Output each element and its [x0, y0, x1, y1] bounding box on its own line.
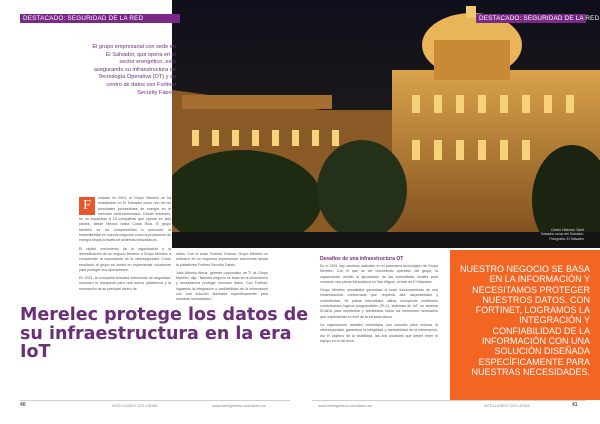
dropcap: F [79, 197, 95, 215]
body-paragraph: El rápido crecimiento de la organización y la diversificación de su negocio llevaron a Grupo Merelec a comprender la importancia de la ciberseguridad. Como resultado, el grupo se centró en implementar soluciones para proteger sus operaciones. [79, 246, 171, 272]
footer-url-left[interactable]: www.intelligentcio.com/latam-es [212, 404, 266, 408]
footer-rule-right [312, 400, 586, 401]
article-headline: Merelec protege los datos de su infraestructura en la era IoT [20, 305, 309, 362]
footer-url-right[interactable]: www.intelligentcio.com/latam-es [318, 404, 372, 408]
section-tag-right: DESTACADO: SEGURIDAD DE LA RED [476, 14, 586, 23]
city-hall-night-photo [172, 0, 600, 248]
body-paragraph: datos. Con el socio Fortinet, Kronos, Grupo Merelec se embarcó en su esquema implementar soluciones desde la plataforma Fortinet Security Fabric. [176, 252, 268, 267]
body-paragraph: La organización también necesitaba una solución para mejorar la ciberseguridad, garantizar la integridad y confiabilidad de la información. Así el objetivo de la visibilidad, las dos unidades que deben tener el equipo en el del área. [320, 322, 438, 343]
pull-quote-text: NUESTRO NEGOCIO SE BASA EN LA INFORMACIÓN Y NECESITAMOS PROTEGER NUESTROS DATOS. CON FORTINET, LOGRAMOS LA INTEGRACIÓN Y CONFIABILIDAD DE LA INFORMACIÓN CON UNA SOLUCIÓN DISEÑADA ESPECÍFICAMENTE PARA NUESTRAS NECESIDADES. [459, 264, 590, 377]
footer-rule-left [20, 400, 290, 401]
body-paragraph: En el 2021 hay cambios radicales en el panorama tecnológico de Grupo Merelec. Con el que se vel crecimiento operativo del grupo, la organización recibió la aprobación de las autoridades locales para construir una planta fotovoltaica en San Miguel, al este de El Salvador. [320, 264, 438, 284]
body-paragraph: Grupo Merelec necesitaba garantizar el buen funcionamiento de una infraestructura conformada que requería alta disponibilidad y conectividad. Mi planta fotovoltaica utiliza, incluyendo medidores controladores lógicos programables (PLC), sistemas de IoT, un sistema SCADA para monitorear y administrar todos los elementos necesarios que implementar el nivel de la infraestructura. [320, 288, 438, 319]
body-paragraph: En 2021, la compañía buscaba soluciones de seguridad, comenzó la búsqueda para una nueva plataforma y la renovación de su principal centro de [79, 276, 171, 291]
footer-publication-left: INTELLIGENT CIO LATAM [112, 404, 158, 408]
page-number-left: 40 [20, 402, 26, 408]
body-paragraph: José Alfonso Abrue, gerente corporativo de TI de Grupo Merelec, dijo: "Nuestro negocio se basa en la información y necesitamos proteger nuestros datos. Con Fortinet, logramos la integración y confiabilidad de la información con una solución diseñada específicamente para nuestras necesidades." [176, 270, 268, 302]
body-column-1 [79, 196, 171, 292]
footer-publication-right: INTELLIGENT CIO LATAM [484, 404, 530, 408]
section-subhead: Desafíos de una infraestructura OT [320, 256, 404, 262]
body-column-3 [320, 264, 438, 344]
body-column-2 [176, 252, 268, 303]
photo-caption: Centro Histórico Saint Salvador cerca del Salvador. Fotografía: El Salvador [540, 228, 584, 241]
intro-standfirst: El grupo empresarial con sede en El Salvador, que opera en el sector energético, está asegurando su infraestructura de Tecnología Operativa (OT) y su centro de datos con Fortinet Security Fabric. [92, 44, 176, 96]
body-paragraph: undado en 2001, el Grupo Merelec se ha establecido en El Salvador como uno de los principales proveedores de energía en el mercado centroamericano. Desde entonces, se ha expandido a 18 compañías que operan en seis países, desde México hasta Costa Rica. El grupo también se ha comprometido a promover la sostenibilidad en nuevos negocios como la producción de energía limpia a través de sistemas fotovoltaicos. [79, 196, 171, 243]
section-tag-left: DESTACADO: SEGURIDAD DE LA RED [20, 14, 180, 23]
page-number-right: 41 [572, 402, 578, 408]
